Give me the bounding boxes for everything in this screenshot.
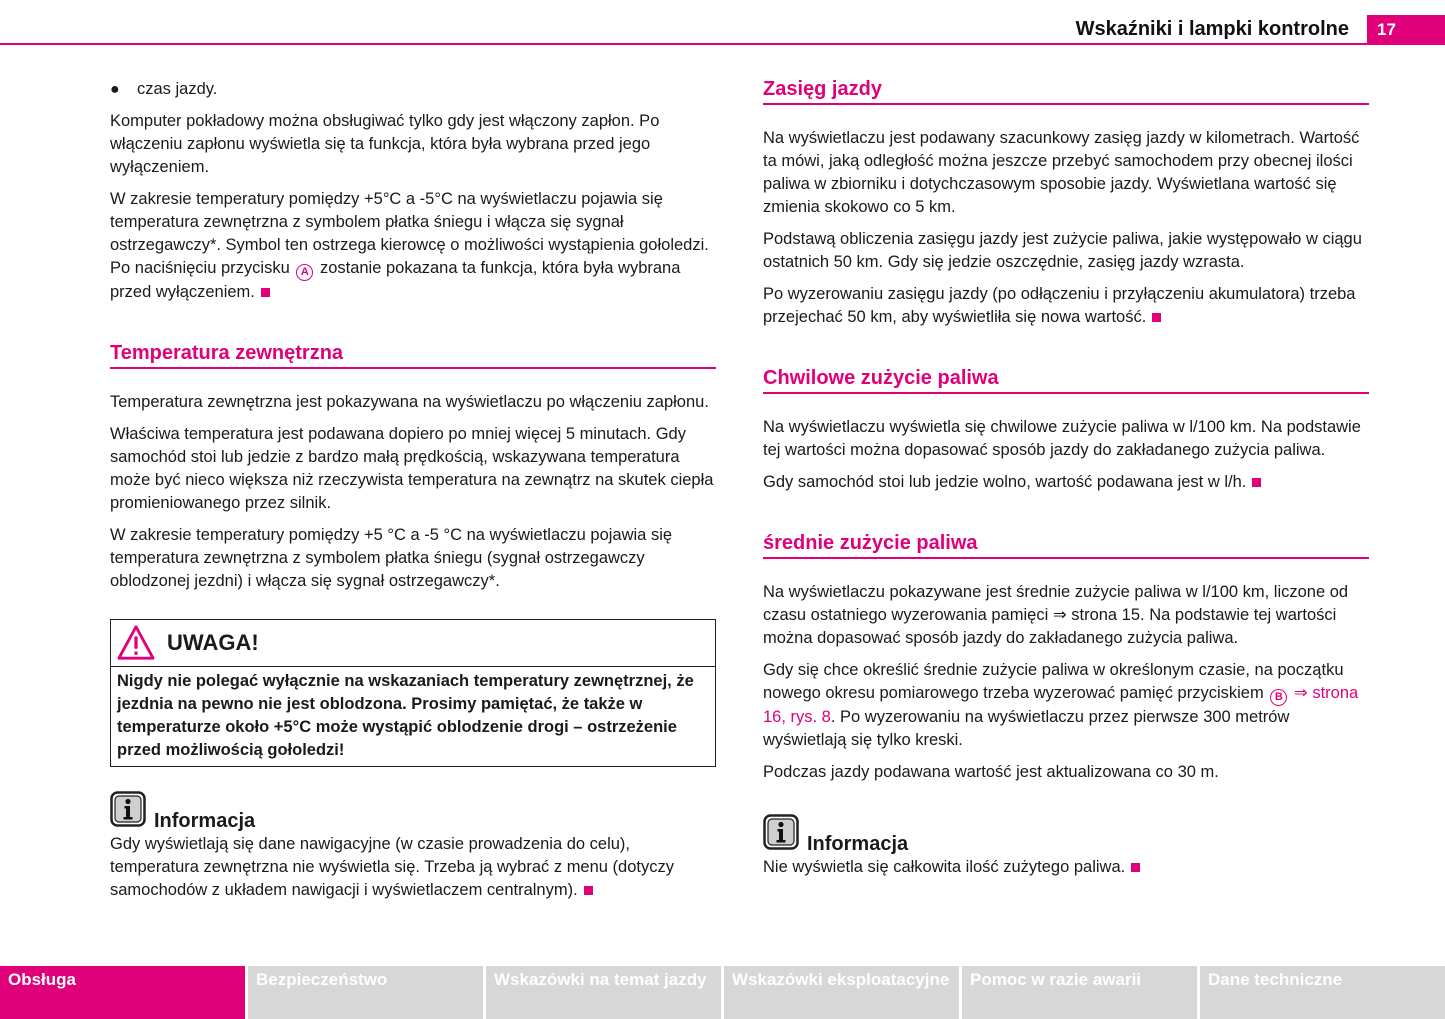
- info-icon: [763, 814, 799, 850]
- section-end-icon: [1152, 313, 1161, 322]
- warning-text: Nigdy nie polegać wyłącznie na wskazaniach temperatury zewnętrznej, że jezdnia na pewno nie jest oblodzona. Prosimy pamiętać, że także w temperaturze około +5°C może wystąpić oblodzenie drogi – ostrzeżenie przed możliwością gołoledzi!: [117, 672, 694, 759]
- page-header-title: Wskaźniki i lampki kontrolne: [1075, 18, 1349, 40]
- text-run: W zakresie temperatury pomiędzy +5°C a -5°C na wyświetlaczu pojawia się temperatura zewnętrzna z symbolem płatka śniegu i włącza się sygnał ostrzegawczy*. Symbol ten ostrzega kierowcę o możliwości wystąpienia gołoledzi. Po naciśnięciu przycisku: [110, 190, 709, 277]
- warning-title: UWAGA!: [167, 630, 259, 655]
- info-block: [763, 814, 1369, 879]
- warning-header: [111, 620, 715, 667]
- bullet-text: czas jazdy.: [137, 80, 218, 98]
- nav-tab-wskazowki-jazdy[interactable]: Wskazówki na temat jazdy: [486, 966, 721, 1019]
- info-text: [763, 856, 1369, 879]
- left-column: [110, 78, 716, 911]
- section-end-icon: [584, 886, 593, 895]
- text-run: . Na podstawie tej wartości można dopasować sposób jazdy do zakładanego zużycia paliwa.: [763, 606, 1337, 647]
- paragraph: [763, 581, 1369, 650]
- nav-tab-obsluga[interactable]: Obsługa: [0, 966, 245, 1019]
- bullet-item: [110, 78, 716, 101]
- bullet-dot-icon: ●: [110, 81, 120, 98]
- paragraph: [110, 188, 716, 304]
- text-run: zostanie pokazana ta funkcja, która była wybrana przed wyłączeniem.: [110, 259, 681, 301]
- info-title: Informacja: [154, 810, 256, 832]
- right-column: [763, 78, 1369, 888]
- info-title: Informacja: [807, 833, 909, 855]
- button-b-icon: B: [1270, 689, 1287, 706]
- nav-tab-dane-techniczne[interactable]: Dane techniczne: [1200, 966, 1445, 1019]
- section-title: Temperatura zewnętrzna: [110, 342, 716, 369]
- text-run: Nie wyświetla się całkowita ilość zużytego paliwa.: [763, 858, 1126, 876]
- section-title: Zasięg jazdy: [763, 78, 1369, 105]
- section-end-icon: [1131, 863, 1140, 872]
- paragraph: Na wyświetlaczu jest podawany szacunkowy zasięg jazdy w kilometrach. Wartość ta mówi, jaką odległość można jeszcze przebyć samochodem przy obecnej ilości paliwa w zbiorniku i dotychczasowym sposobie jazdy. Wyświetlana wartość się zmienia skokowo co 5 km.: [763, 129, 1360, 216]
- section-end-icon: [261, 288, 270, 297]
- paragraph: Podstawą obliczenia zasięgu jazdy jest zużycie paliwa, jakie występowało w ciągu ostatnich 50 km. Gdy się jedzie oszczędnie, zasięg jazdy wzrasta.: [763, 230, 1362, 271]
- info-icon: [110, 791, 146, 827]
- bottom-chapter-nav: [0, 966, 1445, 1019]
- section-heading: [110, 342, 716, 369]
- section-heading: [763, 532, 1369, 559]
- paragraph: Podczas jazdy podawana wartość jest aktualizowana co 30 m.: [763, 763, 1219, 781]
- text-run: Gdy samochód stoi lub jedzie wolno, wartość podawana jest w l/h.: [763, 473, 1247, 491]
- section-heading: [763, 367, 1369, 394]
- section-end-icon: [1252, 478, 1261, 487]
- info-header: [763, 814, 1369, 855]
- paragraph: Właściwa temperatura jest podawana dopiero po mniej więcej 5 minutach. Gdy samochód stoi lub jedzie z bardzo małą prędkością, wskazywana temperatura może być nieco większa niż rzeczywista temperatura na zewnątrz na skutek ciepła promieniowanego przez silnik.: [110, 425, 714, 512]
- section-title: Chwilowe zużycie paliwa: [763, 367, 1369, 394]
- text-run: Gdy się chce określić średnie zużycie paliwa w określonym czasie, na początku nowego okresu pomiarowego trzeba wyzerować pamięć przyciskiem: [763, 661, 1344, 702]
- nav-tab-wskazowki-eksploatacyjne[interactable]: Wskazówki eksploatacyjne: [724, 966, 959, 1019]
- paragraph: [763, 471, 1369, 494]
- header-rule: [0, 43, 1445, 45]
- text-run: Po wyzerowaniu zasięgu jazdy (po odłączeniu i przyłączeniu akumulatora) trzeba przejechać 50 km, aby wyświetliła się nowa wartość.: [763, 285, 1356, 326]
- warning-triangle-icon: [117, 624, 155, 662]
- info-block: [110, 791, 716, 902]
- paragraph: [763, 659, 1369, 752]
- button-a-icon: A: [296, 264, 313, 281]
- paragraph: [763, 283, 1369, 329]
- nav-tab-bezpieczenstwo[interactable]: Bezpieczeństwo: [248, 966, 483, 1019]
- section-heading: [763, 78, 1369, 105]
- page-number: 17: [1367, 15, 1445, 45]
- nav-tab-pomoc[interactable]: Pomoc w razie awarii: [962, 966, 1197, 1019]
- info-header: [110, 791, 716, 832]
- warning-box: [110, 619, 716, 767]
- text-run: Gdy wyświetlają się dane nawigacyjne (w czasie prowadzenia do celu), temperatura zewnętrzna nie wyświetla się. Trzeba ją wybrać z menu (dotyczy samochodów z układem nawigacji i wyświetlaczem centralnym).: [110, 835, 674, 899]
- text-run: . Po wyzerowaniu na wyświetlaczu przez pierwsze 300 metrów wyświetlają się tylko kreski.: [763, 708, 1290, 749]
- page-reference-link[interactable]: ⇒ strona 16, rys. 8: [763, 684, 1359, 726]
- paragraph: Temperatura zewnętrzna jest pokazywana na wyświetlaczu po włączeniu zapłonu.: [110, 393, 709, 411]
- paragraph: Na wyświetlaczu wyświetla się chwilowe zużycie paliwa w l/100 km. Na podstawie tej wartości można dopasować sposób jazdy do zakładanego zużycia paliwa.: [763, 418, 1361, 459]
- paragraph: Komputer pokładowy można obsługiwać tylko gdy jest włączony zapłon. Po włączeniu zapłonu wyświetla się ta funkcja, która była wybrana przed jego wyłączeniem.: [110, 112, 660, 176]
- section-title: średnie zużycie paliwa: [763, 532, 1369, 559]
- info-text: [110, 833, 716, 902]
- page-reference-link[interactable]: ⇒ strona 15: [1052, 606, 1141, 624]
- paragraph: W zakresie temperatury pomiędzy +5 °C a -5 °C na wyświetlaczu pojawia się temperatura zewnętrzna z symbolem płatka śniegu (sygnał ostrzegawczy oblodzonej jezdni) i włącza się sygnał ostrzegawczy*.: [110, 526, 673, 590]
- text-run: Na wyświetlaczu pokazywane jest średnie zużycie paliwa w l/100 km, liczone od czasu ostatniego wyzerowania pamięci: [763, 583, 1349, 624]
